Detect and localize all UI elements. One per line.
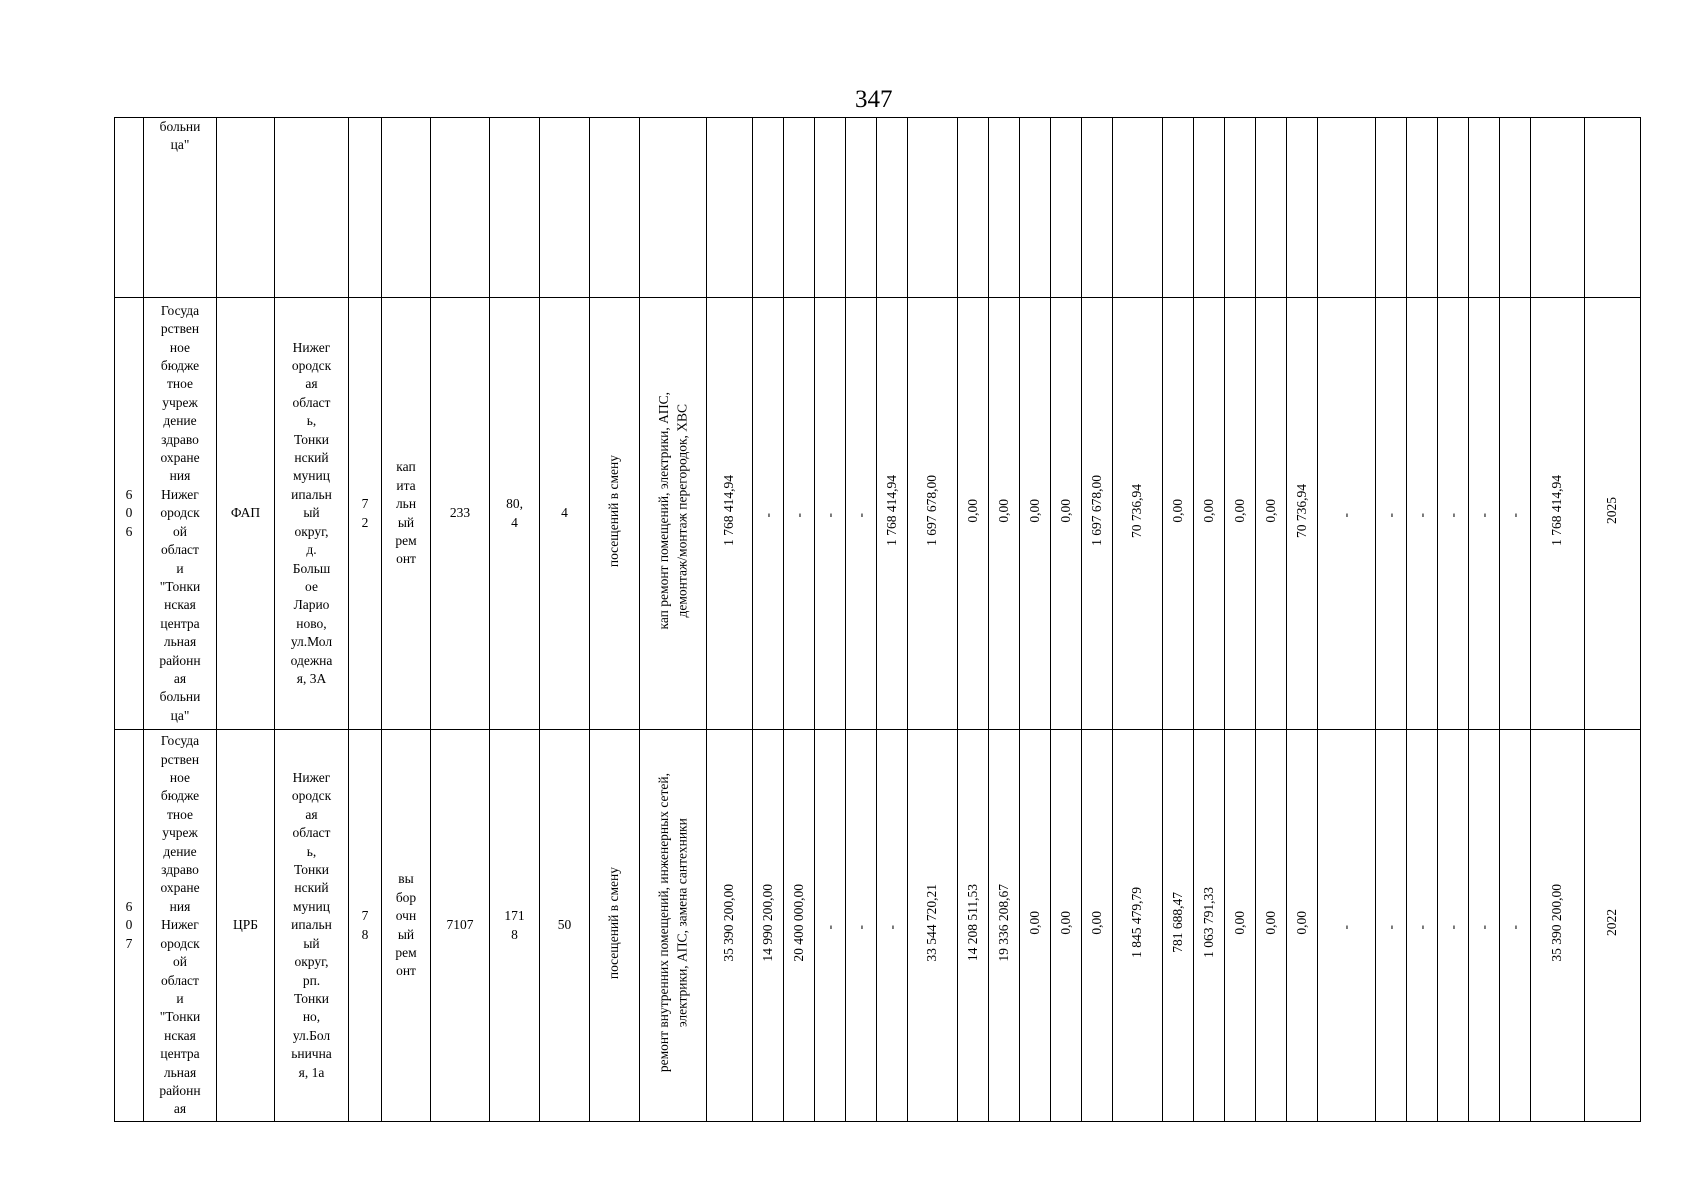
code-text: 7 8 — [361, 908, 369, 942]
amount-text: 0,00 — [995, 498, 1011, 523]
amount-text: 1 845 479,79 — [1129, 887, 1145, 959]
amount-text: - — [759, 512, 775, 518]
amount-text: 35 390 200,00 — [1549, 883, 1565, 962]
row-number-cell — [115, 298, 144, 730]
address-text: Нижег ородск ая област ь, Тонки нский муниц ипальн ый округ, рп. Тонки но, ул.Бол ьнична я, 1а — [291, 770, 332, 1080]
cell — [815, 118, 846, 298]
amount-cell — [1082, 298, 1113, 730]
amount-cell — [1113, 298, 1163, 730]
amount-text: - — [1506, 924, 1522, 930]
amount-text: - — [1444, 924, 1460, 930]
amount-text: - — [821, 512, 837, 518]
amount-text: - — [852, 924, 868, 930]
amount-cell — [1469, 298, 1500, 730]
amount-text: - — [1382, 924, 1398, 930]
amount-cell — [846, 730, 877, 1122]
year-text: 2022 — [1604, 909, 1620, 937]
code-cell — [349, 298, 382, 730]
amount-cell — [1500, 730, 1531, 1122]
indicator-cell — [431, 730, 490, 1122]
amount-cell — [1438, 298, 1469, 730]
works-description-text: кап ремонт помещений, электрики, АПС, демонтаж/монтаж перегородок, ХВС — [655, 392, 689, 630]
works-description-text: ремонт внутренних помещений, инженерных сетей, электрики, АПС, замена сантехники — [655, 773, 689, 1073]
amount-cell — [1256, 730, 1287, 1122]
amount-cell — [1407, 730, 1438, 1122]
org-name-cell — [144, 298, 217, 730]
cell — [1287, 118, 1318, 298]
amount-cell — [1438, 730, 1469, 1122]
amount-cell — [1051, 730, 1082, 1122]
amount-cell — [1020, 298, 1051, 730]
amount-text: 0,00 — [964, 498, 980, 523]
amount-text: 0,00 — [1231, 910, 1247, 935]
amount-cell — [1318, 298, 1376, 730]
amount-cell — [877, 730, 908, 1122]
cell — [1051, 118, 1082, 298]
amount-cell — [784, 730, 815, 1122]
cell — [1407, 118, 1438, 298]
amount-text: 19 336 208,67 — [995, 883, 1011, 962]
year-cell — [1585, 730, 1641, 1122]
cell — [958, 118, 989, 298]
amount-cell — [1194, 298, 1225, 730]
facility-type-cell — [217, 298, 275, 730]
cell — [1225, 118, 1256, 298]
amount-cell — [958, 298, 989, 730]
cell — [1469, 118, 1500, 298]
amount-cell — [908, 298, 958, 730]
amount-cell — [908, 730, 958, 1122]
amount-cell — [753, 730, 784, 1122]
cell — [115, 118, 144, 298]
amount-text: 1 768 414,94 — [883, 475, 899, 547]
amount-text: 0,00 — [1200, 498, 1216, 523]
cell — [1163, 118, 1194, 298]
amount-cell — [784, 298, 815, 730]
cell — [1376, 118, 1407, 298]
cell — [846, 118, 877, 298]
cell — [275, 118, 349, 298]
unit-text: посещений в смену — [606, 866, 622, 979]
amount-cell — [1225, 730, 1256, 1122]
amount-text: 1 697 678,00 — [924, 475, 940, 547]
amount-text: 0,00 — [1026, 910, 1042, 935]
cell — [877, 118, 908, 298]
amount-text: 781 688,47 — [1169, 892, 1185, 954]
amount-text: 1 063 791,33 — [1200, 887, 1216, 959]
amount-text: - — [883, 924, 899, 930]
indicator-cell — [431, 298, 490, 730]
code-cell — [349, 730, 382, 1122]
cell — [1500, 118, 1531, 298]
amount-cell — [1287, 298, 1318, 730]
amount-text: 0,00 — [1262, 910, 1278, 935]
amount-text: 0,00 — [1293, 910, 1309, 935]
objects-table — [114, 117, 1641, 1122]
amount-text: 0,00 — [1057, 498, 1073, 523]
year-cell — [1585, 298, 1641, 730]
cell — [1113, 118, 1163, 298]
work-type-cell — [382, 730, 431, 1122]
amount-text: - — [1506, 512, 1522, 518]
table-row-continuation — [115, 118, 1641, 298]
cell — [753, 118, 784, 298]
capacity-cell — [540, 730, 590, 1122]
amount-text: 14 990 200,00 — [759, 883, 775, 962]
amount-text: - — [1444, 512, 1460, 518]
amount-cell — [1163, 298, 1194, 730]
amount-text: 70 736,94 — [1129, 483, 1145, 538]
facility-type-cell — [217, 730, 275, 1122]
cell — [1082, 118, 1113, 298]
amount-text: - — [821, 924, 837, 930]
year-text: 2025 — [1604, 497, 1620, 525]
table-row — [115, 730, 1641, 1122]
cell — [707, 118, 753, 298]
code-text: 7 2 — [361, 496, 369, 530]
indicator-text: 7107 — [446, 917, 474, 933]
cell — [1585, 118, 1641, 298]
page-number: 347 — [855, 86, 893, 113]
amount-text: 0,00 — [1088, 910, 1104, 935]
amount-text: 20 400 000,00 — [790, 883, 806, 962]
amount-text: 0,00 — [1262, 498, 1278, 523]
cell — [1531, 118, 1585, 298]
address-cell — [275, 298, 349, 730]
amount-text: 35 390 200,00 — [721, 883, 737, 962]
row-number-cell — [115, 730, 144, 1122]
amount-text: - — [1382, 512, 1398, 518]
amount-text: - — [1413, 924, 1429, 930]
amount-text: 0,00 — [1026, 498, 1042, 523]
work-type-cell — [382, 298, 431, 730]
table-row — [115, 298, 1641, 730]
org-name-text: Госуда рствен ное бюдже тное учреж дение здраво охране ния Нижег ородск ой област и "Тонки нская центра льная районн ая больни ца" — [159, 302, 201, 723]
cell — [640, 118, 707, 298]
area-text: 171 8 — [504, 908, 525, 942]
cell — [1020, 118, 1051, 298]
org-name-cell: больни ца" — [144, 118, 217, 298]
works-description-cell — [640, 730, 707, 1122]
amount-text: 1 768 414,94 — [721, 475, 737, 547]
amount-text: - — [1475, 924, 1491, 930]
facility-type-text: ЦРБ — [232, 917, 258, 933]
amount-text: 33 544 720,21 — [924, 883, 940, 962]
cell — [1318, 118, 1376, 298]
amount-cell — [1287, 730, 1318, 1122]
amount-text: - — [1338, 512, 1354, 518]
capacity-cell — [540, 298, 590, 730]
amount-cell — [1256, 298, 1287, 730]
amount-cell — [707, 298, 753, 730]
unit-cell — [590, 730, 640, 1122]
capacity-text: 50 — [557, 917, 572, 933]
amount-text: 0,00 — [1231, 498, 1247, 523]
amount-cell — [1469, 730, 1500, 1122]
amount-cell — [707, 730, 753, 1122]
address-text: Нижег ородск ая област ь, Тонки нский муниц ипальн ый округ, д. Больш ое Ларио ново, ул.Мол одежна я, 3А — [290, 339, 333, 686]
address-cell — [275, 730, 349, 1122]
cell — [217, 118, 275, 298]
amount-text: 1 768 414,94 — [1549, 475, 1565, 547]
cell — [989, 118, 1020, 298]
works-description-cell — [640, 298, 707, 730]
amount-cell — [1376, 730, 1407, 1122]
amount-cell — [846, 298, 877, 730]
amount-cell — [815, 730, 846, 1122]
area-cell — [490, 298, 540, 730]
row-number-text: 6 0 7 — [125, 898, 133, 951]
org-name-cell — [144, 730, 217, 1122]
amount-cell — [989, 298, 1020, 730]
amount-cell — [1163, 730, 1194, 1122]
amount-cell — [1225, 298, 1256, 730]
amount-cell — [958, 730, 989, 1122]
amount-cell — [753, 298, 784, 730]
amount-cell — [1531, 298, 1585, 730]
cell — [382, 118, 431, 298]
unit-cell — [590, 298, 640, 730]
cell — [590, 118, 640, 298]
cell — [540, 118, 590, 298]
amount-text: - — [790, 512, 806, 518]
amount-text: 14 208 511,53 — [964, 884, 980, 962]
row-number-text: 6 0 6 — [125, 486, 133, 539]
amount-cell — [1500, 298, 1531, 730]
org-name-text: Госуда рствен ное бюдже тное учреж дение здраво охране ния Нижег ородск ой област и "Тонки нская центра льная районн ая — [159, 733, 201, 1117]
cell — [1256, 118, 1287, 298]
area-text: 80, 4 — [506, 496, 523, 530]
capacity-text: 4 — [561, 505, 568, 521]
amount-cell — [877, 298, 908, 730]
amount-text: - — [852, 512, 868, 518]
area-cell — [490, 730, 540, 1122]
indicator-text: 233 — [449, 505, 471, 521]
cell — [431, 118, 490, 298]
amount-cell — [989, 730, 1020, 1122]
amount-cell — [1082, 730, 1113, 1122]
amount-cell — [1531, 730, 1585, 1122]
facility-type-text: ФАП — [230, 505, 261, 521]
work-type-text: кап ита льн ый рем онт — [395, 459, 417, 567]
amount-cell — [1020, 730, 1051, 1122]
amount-cell — [1194, 730, 1225, 1122]
amount-text: - — [1338, 924, 1354, 930]
cell — [349, 118, 382, 298]
amount-cell — [1376, 298, 1407, 730]
cell — [908, 118, 958, 298]
work-type-text: вы бор очн ый рем онт — [395, 871, 417, 979]
amount-cell — [1407, 298, 1438, 730]
cell — [1194, 118, 1225, 298]
amount-cell — [1051, 298, 1082, 730]
amount-text: - — [1413, 512, 1429, 518]
amount-text: 0,00 — [1057, 910, 1073, 935]
amount-text: 70 736,94 — [1293, 483, 1309, 538]
amount-text: 0,00 — [1169, 498, 1185, 523]
cell — [1438, 118, 1469, 298]
amount-cell — [1113, 730, 1163, 1122]
amount-cell — [815, 298, 846, 730]
unit-text: посещений в смену — [606, 454, 622, 567]
cell — [784, 118, 815, 298]
amount-text: - — [1475, 512, 1491, 518]
amount-text: 1 697 678,00 — [1088, 475, 1104, 547]
cell — [490, 118, 540, 298]
amount-cell — [1318, 730, 1376, 1122]
